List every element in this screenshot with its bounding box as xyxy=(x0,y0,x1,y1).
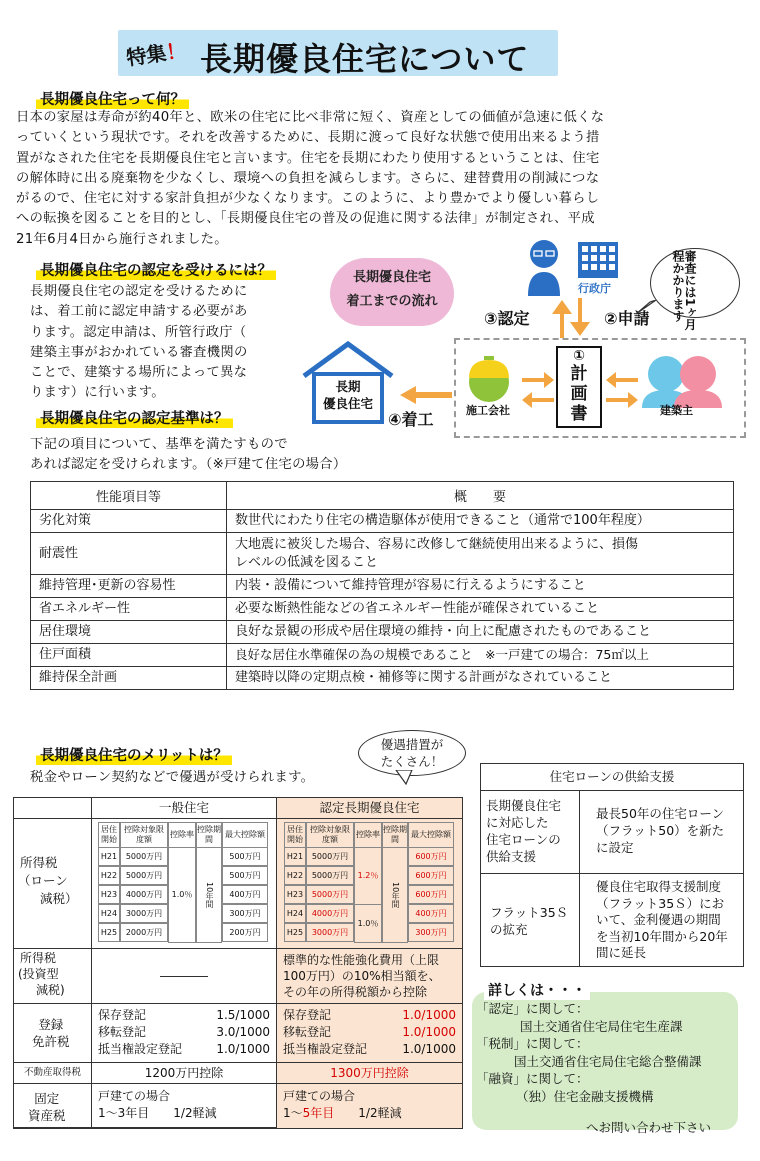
mini-table-header: 控除対象限度額 xyxy=(306,822,354,848)
table-row xyxy=(31,575,734,598)
certified-period-cell: 10年間 xyxy=(382,847,408,943)
table-row xyxy=(31,598,734,621)
mini-table-cell: 400万円 xyxy=(408,904,454,923)
step2-label: ②申請 xyxy=(604,309,650,328)
mini-table-header: 最大控除額 xyxy=(222,822,268,848)
owner-arrows-icon xyxy=(606,368,638,412)
mini-table-header: 居住開始 xyxy=(284,822,306,848)
income-tax-invest-label: 所得税 (投資型 減税) xyxy=(18,951,65,997)
table-cell: 良好な景観の形成や居住環境の維持・向上に配慮されたものであること xyxy=(227,621,734,644)
arrow-to-house-icon xyxy=(398,384,452,406)
mini-table-cell: H25 xyxy=(284,923,306,942)
invest-certified-cell: 標準的な性能強化費用（上限 100万円）の10%相当額を、 その年の所得税額から控除 xyxy=(276,948,463,1004)
table-cell: 維持管理･更新の容易性 xyxy=(31,575,227,598)
table-row xyxy=(31,510,734,533)
merits-table xyxy=(13,797,462,1128)
fixed-asset-general-cell: 戸建ての場合 1～3年目 1/2軽減 xyxy=(91,1083,277,1129)
loan-row2-right: 優良住宅取得支援制度 （フラット35Ｓ）にお いて、金利優遇の期間 を当初10年間から20年 間に延長 xyxy=(579,873,744,967)
section-body-merits: 税金やローン契約などで優遇が受けられます。 xyxy=(30,770,315,785)
owner-icon xyxy=(640,352,724,408)
table-row xyxy=(31,621,734,644)
section-heading-criteria: 長期優良住宅の認定基準は？ xyxy=(36,407,233,428)
mini-table-cell: H24 xyxy=(98,904,120,923)
details-footer: へお問い合わせ下さい xyxy=(586,1120,712,1135)
mini-table-cell: 5000万円 xyxy=(120,847,168,866)
government-label: 行政庁 xyxy=(578,282,611,295)
registration-general-cell: 保存登記 1.5/1000 移転登記 3.0/1000 抵当権設定登記 1.0/1000 xyxy=(91,1003,277,1063)
mini-table-cell: 5000万円 xyxy=(306,866,354,885)
section-heading-what: 長期優良住宅って何？ xyxy=(36,88,189,109)
bubble-text-review: 審査には1ヶ月程かかります xyxy=(671,250,697,331)
mini-table-cell: 5000万円 xyxy=(120,866,168,885)
mini-table-header: 控除率 xyxy=(168,822,196,848)
table-cell: 耐震性 xyxy=(31,533,227,575)
loan-table-title: 住宅ローンの供給支援 xyxy=(480,763,744,791)
table-header: 性能項目等 xyxy=(31,482,227,510)
mini-table-cell: 300万円 xyxy=(222,904,268,923)
step3-label: ③認定 xyxy=(484,309,530,328)
registration-certified-cell: 保存登記 1.0/1000 移転登記 1.0/1000 抵当権設定登記 1.0/1000 xyxy=(276,1003,463,1063)
table-cell: 数世代にわたり住宅の構造駆体が使用できること（通常で100年程度） xyxy=(227,510,734,533)
mini-table-cell: 300万円 xyxy=(408,923,454,942)
mini-table-cell: 600万円 xyxy=(408,866,454,885)
table-cell: 維持保全計画 xyxy=(31,667,227,690)
loan-row1-right: 最長50年の住宅ローン （フラット50）を新た に設定 xyxy=(579,790,744,874)
mini-table-cell: H22 xyxy=(98,866,120,885)
bubble-text-merits: 優遇措置が たくさん！ xyxy=(380,737,444,769)
builder-label: 施工会社 xyxy=(466,404,510,417)
table-cell: 劣化対策 xyxy=(31,510,227,533)
page-title: 長期優良住宅について xyxy=(200,40,530,78)
mini-table-header: 控除期間 xyxy=(196,822,222,848)
mini-table-cell: 4000万円 xyxy=(120,885,168,904)
mini-table-cell: 3000万円 xyxy=(306,923,354,942)
mini-table-cell: H24 xyxy=(284,904,306,923)
invest-general-cell: ―――― xyxy=(91,948,277,1004)
loan-row1-left: 長期優良住宅 に対応した 住宅ローンの 供給支援 xyxy=(480,790,580,874)
mini-table-cell: 4000万円 xyxy=(306,904,354,923)
certified-rate-cell: 1.0％ xyxy=(354,904,382,943)
acquisition-general-cell: 1200万円控除 xyxy=(91,1062,277,1084)
certified-loan-mini-table xyxy=(284,822,454,944)
table-row xyxy=(31,667,734,690)
table-cell: 良好な居住水準確保の為の規模であること ※一戸建ての場合：75㎡以上 xyxy=(227,644,734,667)
owner-label: 建築主 xyxy=(660,404,693,417)
builder-icon xyxy=(462,356,516,406)
builder-arrows-icon xyxy=(522,368,554,412)
certified-header: 認定長期優良住宅 xyxy=(276,797,463,819)
income-tax-loan-label: 所得税 （ローン 減税） xyxy=(18,855,78,906)
criteria-table xyxy=(30,481,734,690)
fixed-asset-tax-label: 固定 資産税 xyxy=(28,1091,66,1123)
flow-cloud-text: 長期優良住宅 着工までの流れ xyxy=(346,270,438,309)
mini-table-cell: 2000万円 xyxy=(120,923,168,942)
mini-table-cell: 5000万円 xyxy=(306,885,354,904)
mini-table-header: 居住開始 xyxy=(98,822,120,848)
section-body-what: 日本の家屋は寿命が約40年と、欧米の住宅に比べ非常に短く、資産としての価値が急速に低くな っていくという現状です。それを改善するために、長期に渡って良好な状態で使用出来るよう措 置がなされた住宅を長期優良住宅と言います。住宅を長期にわたり使用するということは、住宅 の解体時に出る廃棄物を少なくし、環境への負担を減らします。さらに、建替費用の削減につな がるので、住宅に対する家計負担が少なくなります。このように、より豊かでより優しい暮らし への転換を図ることを目的とし、「長期優良住宅の普及の促進に関する法律」が制定され、平成 21年6月4日から施行されました。 xyxy=(16,110,605,247)
general-loan-mini-table xyxy=(98,822,268,944)
title-tag: 特集！ xyxy=(124,37,188,71)
mini-table-cell: H23 xyxy=(284,885,306,904)
house-label: 長期 優良住宅 xyxy=(322,379,373,411)
section-heading-how: 長期優良住宅の認定を受けるには？ xyxy=(36,259,276,280)
mini-table-header: 控除対象限度額 xyxy=(120,822,168,848)
mini-table-cell: 3000万円 xyxy=(120,904,168,923)
bubble-tail xyxy=(394,770,416,786)
mini-table-cell: 200万円 xyxy=(222,923,268,942)
table-cell xyxy=(13,797,92,819)
details-heading: 詳しくは・・・ xyxy=(484,980,590,1000)
step4-label: ④着工 xyxy=(388,410,434,429)
certified-rate-cell: 1.2％ xyxy=(354,847,382,905)
table-cell: 大地震に被災した場合、容易に改修して継続使用出来るように、損傷 レベルの低減を図ること xyxy=(227,533,734,575)
bubble-tail xyxy=(636,300,656,316)
mini-table-cell: H22 xyxy=(284,866,306,885)
table-header: 概 要 xyxy=(227,482,734,510)
plan-document-text: ① 計 画 書 xyxy=(570,348,588,424)
table-cell: 住戸面積 xyxy=(31,644,227,667)
table-header-row xyxy=(31,482,734,510)
mini-table-cell: H21 xyxy=(284,847,306,866)
section-heading-merits: 長期優良住宅のメリットは？ xyxy=(36,744,232,765)
mini-table-cell: H25 xyxy=(98,923,120,942)
mini-table-cell: H23 xyxy=(98,885,120,904)
mini-table-cell: 500万円 xyxy=(222,847,268,866)
table-cell: 省エネルギー性 xyxy=(31,598,227,621)
acquisition-tax-label: 不動産取得税 xyxy=(13,1062,92,1084)
table-cell: 居住環境 xyxy=(31,621,227,644)
mini-table-cell: 5000万円 xyxy=(306,847,354,866)
approval-arrows-icon xyxy=(548,298,594,338)
loan-row2-left: フラット35Ｓ の拡充 xyxy=(480,873,580,967)
registration-tax-label: 登録 免許税 xyxy=(32,1017,70,1049)
table-cell: 内装・設備について維持管理が容易に行えるようにすること xyxy=(227,575,734,598)
mini-table-cell: 600万円 xyxy=(408,847,454,866)
mini-table-cell: 500万円 xyxy=(222,866,268,885)
table-row xyxy=(31,533,734,575)
details-list: 「認定」に関して： 国土交通省住宅局住宅生産課 「税制」に関して： 国土交通省住宅局住宅総合整備課 「融資」に関して： （独）住宅金融支援機構 xyxy=(476,1001,702,1104)
section-body-criteria: 下記の項目について、基準を満たすもので あれば認定を受けられます。（※戸建て住宅の場合） xyxy=(30,437,347,473)
loan-support-table xyxy=(480,763,744,967)
mini-table-header: 最大控除額 xyxy=(408,822,454,848)
general-rate-cell: 1.0％ xyxy=(168,847,196,943)
general-header: 一般住宅 xyxy=(91,797,277,819)
mini-table-cell: H21 xyxy=(98,847,120,866)
table-cell: 建築時以降の定期点検・補修等に関する計画がなされていること xyxy=(227,667,734,690)
general-period-cell: 10年間 xyxy=(196,847,222,943)
fixed-asset-certified-cell: 戸建ての場合 1～5年目 1/2軽減 xyxy=(276,1083,463,1129)
table-cell: 必要な断熱性能などの省エネルギー性能が確保されていること xyxy=(227,598,734,621)
section-body-how: 長期優良住宅の認定を受けるために は、着工前に認定申請する必要があ ります。認定申請は、所管行政庁（ 建築主事がおかれている審査機関の ことで、建築する場所によって異な ります）に行います。 xyxy=(30,284,248,401)
mini-table-header: 控除率 xyxy=(354,822,382,848)
table-row xyxy=(31,644,734,667)
mini-table-header: 控除期間 xyxy=(382,822,408,848)
mini-table-cell: 600万円 xyxy=(408,885,454,904)
acquisition-certified-cell: 1300万円控除 xyxy=(276,1062,463,1084)
mini-table-cell: 400万円 xyxy=(222,885,268,904)
